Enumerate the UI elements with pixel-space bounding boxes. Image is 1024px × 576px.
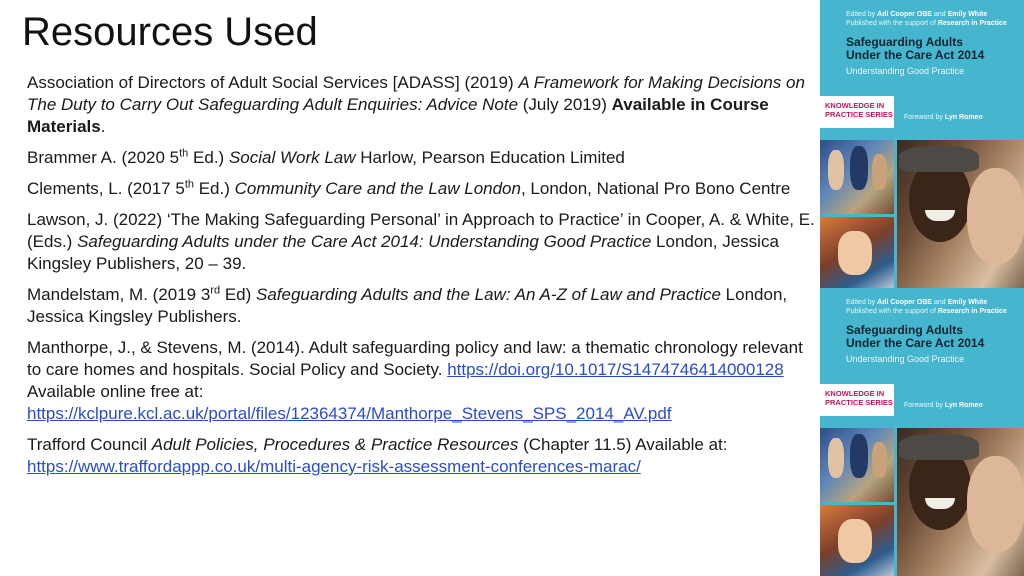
cover-series-badge: KNOWLEDGE IN PRACTICE SERIES	[820, 384, 894, 416]
book-cover-images	[820, 0, 1024, 576]
cover-photo-person	[820, 505, 894, 576]
reference-text: Lawson, J. (2022) ‘The Making Safeguarding Personal’ in Approach to Practice’ in Cooper, A. & White, E. (Eds.)	[27, 210, 815, 251]
cover-photo-collage	[820, 140, 1024, 288]
reference-title: Safeguarding Adults under the Care Act 2014: Understanding Good Practice	[77, 232, 652, 251]
cover-series-badge: KNOWLEDGE IN PRACTICE SERIES	[820, 96, 894, 128]
cover-photo-group	[820, 428, 894, 502]
reference-text: London, Jessica Kingsley Publishers.	[27, 285, 788, 326]
reference-link[interactable]: https://doi.org/10.1017/S1474746414000128	[447, 360, 784, 379]
reference-item	[27, 147, 817, 169]
reference-title: A Framework for Making Decisions on The Duty to Carry Out Safeguarding Adult Enquiries: Advice Note	[27, 73, 805, 114]
reference-item	[27, 284, 817, 328]
slide-title: Resources Used	[22, 10, 318, 54]
ordinal-suffix: rd	[210, 284, 221, 297]
reference-text: Ed.)	[194, 179, 235, 198]
reference-text: Manthorpe, J., & Stevens, M. (2014). Adult safeguarding policy and law: a thematic chronology relevant to care homes and hospitals. Social Policy and Society.	[27, 338, 803, 379]
reference-text: Brammer A. (2020 5	[27, 148, 180, 167]
book-cover	[820, 0, 1024, 288]
reference-link[interactable]: https://kclpure.kcl.ac.uk/portal/files/12364374/Manthorpe_Stevens_SPS_2014_AV.pdf	[27, 404, 672, 423]
cover-subtitle: Understanding Good Practice	[846, 66, 965, 76]
reference-item	[27, 434, 817, 478]
reference-text: Ed.)	[188, 148, 229, 167]
reference-item	[27, 72, 817, 138]
cover-photo-person	[820, 217, 894, 288]
reference-item	[27, 209, 817, 275]
references-list	[27, 72, 817, 487]
reference-text: Clements, L. (2017 5	[27, 179, 185, 198]
reference-text: Mandelstam, M. (2019 3	[27, 285, 211, 304]
cover-photo-two-men	[897, 428, 1024, 576]
cover-subtitle: Understanding Good Practice	[846, 354, 965, 364]
reference-link[interactable]: https://www.traffordappp.co.uk/multi-agency-risk-assessment-conferences-marac/	[27, 457, 641, 476]
reference-title: Community Care and the Law London	[234, 179, 521, 198]
ordinal-suffix: th	[179, 147, 189, 160]
book-cover	[820, 288, 1024, 576]
reference-text: Available online free at:	[27, 382, 204, 401]
reference-item	[27, 178, 817, 200]
reference-title: Adult Policies, Procedures & Practice Resources	[151, 435, 519, 454]
reference-text: (Chapter 11.5) Available at:	[518, 435, 728, 454]
cover-foreword: Foreword by Lyn Romeo	[904, 402, 983, 409]
reference-text: (July 2019)	[518, 95, 612, 114]
reference-text: Harlow, Pearson Education Limited	[355, 148, 625, 167]
reference-title: Social Work Law	[228, 148, 356, 167]
cover-foreword: Foreword by Lyn Romeo	[904, 114, 983, 121]
reference-text: Trafford Council	[27, 435, 152, 454]
reference-text: Association of Directors of Adult Social Services [ADASS] (2019)	[27, 73, 519, 92]
cover-editors: Edited by Adi Cooper OBE and Emily White Published with the support of Research in Practice	[846, 11, 1007, 27]
cover-photo-two-men	[897, 140, 1024, 288]
ordinal-suffix: th	[184, 178, 194, 191]
reference-text: , London, National Pro Bono Centre	[520, 179, 791, 198]
cover-photo-group	[820, 140, 894, 214]
reference-text: Ed)	[220, 285, 256, 304]
reference-text: London, Jessica Kingsley Publishers, 20 – 39.	[27, 232, 779, 273]
reference-title: Safeguarding Adults and the Law: An A-Z of Law and Practice	[256, 285, 721, 304]
cover-editors: Edited by Adi Cooper OBE and Emily White Published with the support of Research in Practice	[846, 299, 1007, 315]
reference-text: .	[100, 117, 106, 136]
reference-note: Available in Course Materials	[27, 95, 769, 136]
cover-title: Safeguarding Adults Under the Care Act 2014	[846, 35, 985, 62]
cover-photo-collage	[820, 428, 1024, 576]
cover-title: Safeguarding Adults Under the Care Act 2014	[846, 323, 985, 350]
reference-item	[27, 337, 817, 425]
